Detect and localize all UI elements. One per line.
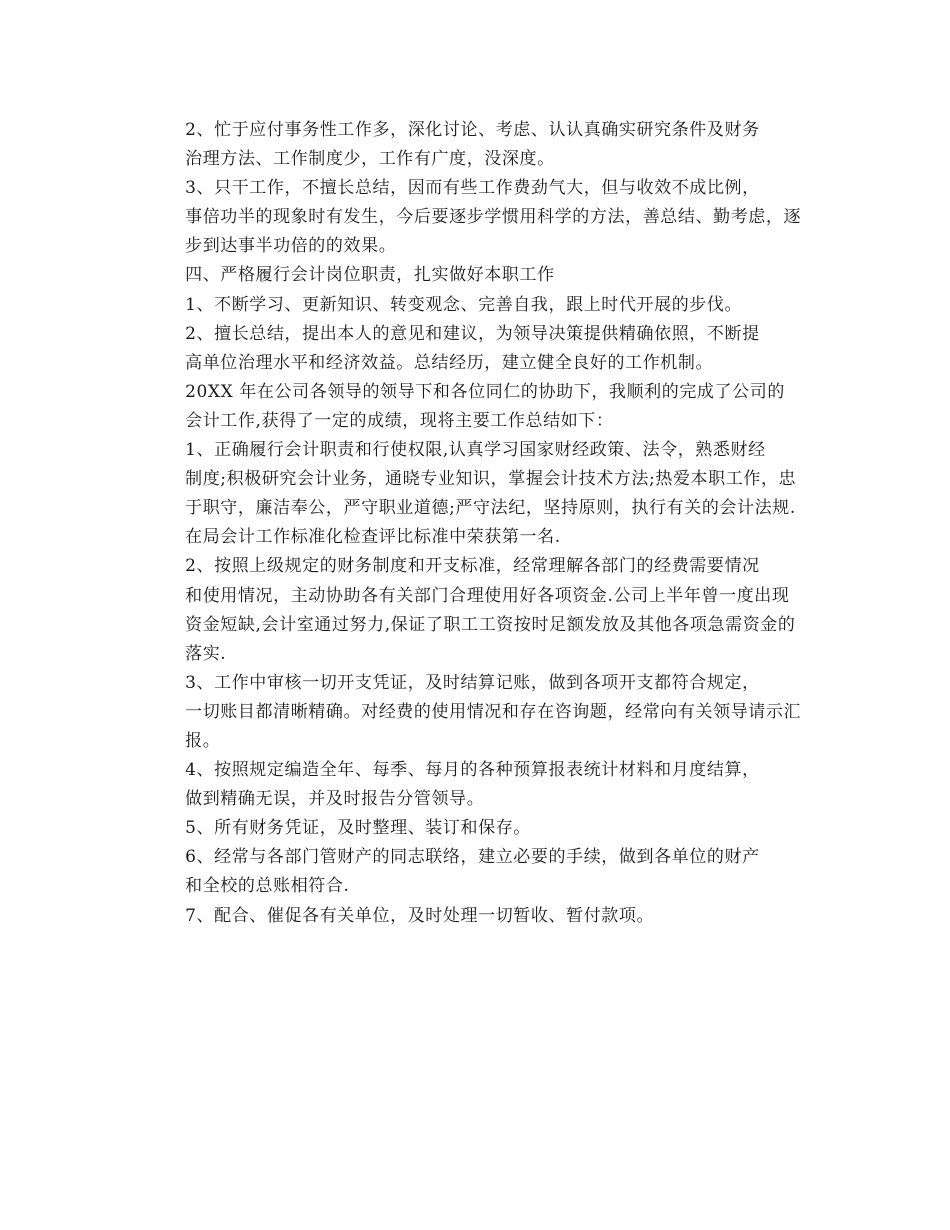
paragraph-line: 做到精确无误，并及时报告分管领导。: [185, 789, 485, 810]
paragraph: [146, 174, 816, 261]
paragraph-line: 4、按照规定编造全年、每季、每月的各种预算报表统计材料和月度结算，: [185, 760, 760, 781]
paragraph-line: 3、只干工作，不擅长总结，因而有些工作费劲气大，但与收效不成比例，: [185, 178, 760, 199]
paragraph-line: 于职守，廉洁奉公，严守职业道德;严守法纪，坚持原则，执行有关的会计法规.: [185, 498, 796, 519]
paragraph-line: 5、所有财务凭证，及时整理、装订和保存。: [185, 818, 531, 839]
paragraph-line: 落实.: [185, 643, 227, 664]
paragraph-line: 一切账目都清晰精确。对经费的使用情况和存在咨询题，经常向有关领导请示汇: [185, 701, 802, 722]
paragraph-line: 在局会计工作标准化检查评比标准中荣获第一名.: [185, 527, 561, 548]
document-body: [146, 116, 816, 931]
paragraph-line: 事倍功半的现象时有发生，今后要逐步学惯用科学的方法，善总结、勤考虑，逐: [185, 207, 802, 228]
paragraph: [146, 552, 816, 668]
paragraph-line: 资金短缺,会计室通过努力,保证了职工工资按时足额发放及其他各项急需资金的: [185, 614, 796, 635]
paragraph-line: 2、忙于应付事务性工作多，深化讨论、考虑、认认真确实研究条件及财务: [185, 120, 760, 140]
paragraph-line: 报。: [185, 730, 221, 751]
paragraph: [146, 378, 816, 436]
paragraph-line: 2、擅长总结，提出本人的意见和建议，为领导决策提供精确依照，不断提: [185, 323, 760, 344]
paragraph-line: 6、经常与各部门管财产的同志联络，建立必要的手续，做到各单位的财产: [185, 847, 760, 868]
paragraph: [146, 756, 816, 814]
paragraph-line: 步到达事半功倍的的效果。: [185, 236, 397, 257]
paragraph-line: 会计工作,获得了一定的成绩，现将主要工作总结如下：: [185, 410, 614, 431]
paragraph-line: 高单位治理水平和经济效益。总结经历，建立健全良好的工作机制。: [185, 352, 714, 373]
paragraph: [146, 320, 816, 378]
paragraph-line: 3、工作中审核一切开支凭证，及时结算记账，做到各项开支都符合规定，: [185, 672, 760, 693]
paragraph-line: 20XX 年在公司各领导的领导下和各位同仁的协助下，我顺利的完成了公司的: [185, 381, 785, 402]
paragraph-line: 2、按照上级规定的财务制度和开支标准，经常理解各部门的经费需要情况: [185, 556, 760, 577]
paragraph: [146, 261, 816, 290]
paragraph-line: 制度;积极研究会计业务，通晓专业知识，掌握会计技术方法;热爱本职工作，忠: [185, 469, 797, 490]
paragraph-line: 7、配合、催促各有关单位，及时处理一切暂收、暂付款项。: [185, 905, 655, 926]
paragraph-line: 1、不断学习、更新知识、转变观念、完善自我，跟上时代开展的步伐。: [185, 294, 743, 315]
paragraph: [146, 291, 816, 320]
paragraph-line: 和全校的总账相符合.: [185, 876, 350, 897]
paragraph-line: 1、正确履行会计职责和行使权限,认真学习国家财经政策、法令，熟悉财经: [185, 440, 766, 461]
paragraph: [146, 669, 816, 756]
paragraph: [146, 843, 816, 901]
paragraph: [146, 814, 816, 843]
paragraph-line: 四、严格履行会计岗位职责，扎实做好本职工作: [185, 265, 555, 286]
paragraph-line: 治理方法、工作制度少，工作有广度，没深度。: [185, 149, 555, 170]
paragraph: [146, 902, 816, 931]
paragraph: [146, 116, 816, 174]
paragraph: [146, 436, 816, 552]
paragraph-line: 和使用情况，主动协助各有关部门合理使用好各项资金.公司上半年曾一度出现: [185, 585, 790, 606]
